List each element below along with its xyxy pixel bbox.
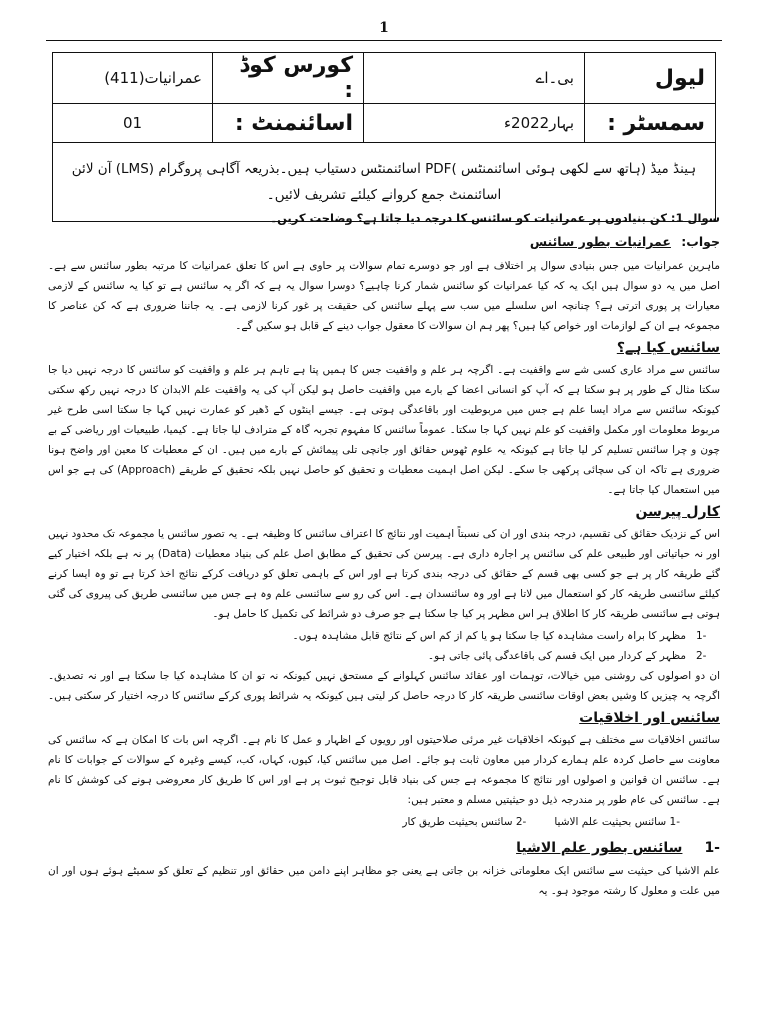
level-value: بی۔اے (364, 53, 585, 104)
question-1 (48, 208, 720, 228)
subheading-number: 1- (704, 840, 720, 856)
page-number: 1 (379, 20, 389, 36)
answer-heading (48, 232, 720, 252)
type-1-number: 1- (669, 816, 680, 828)
condition-1 (48, 626, 720, 646)
heading-karl-pearson: کارل پیرسن (635, 504, 720, 520)
paragraph-pearson: اس کے نزدیک حقائق کی تقسیم، درجہ بندی اور ان کی نسبتاً اہمیت اور نتائج کا اعتراف سائنس کا وظیفہ ہے۔ یہ تصور سائنس یا مجموعہ تک محدود نہیں اور نہ حیاتیاتی اور طبیعی علم کی سائنس پر اجارہ داری ہے۔ پیرسن کی تحقیق کے مطابق اصل علم کی بنیاد معطیات (Data) پر نہ ہے بلکہ اختیار کیے گئے طریقہ کار پر ہے جو کسی بھی قسم کے حقائق کی درجہ بندی کرتا ہے اور اس کے باہمی تعلق کو دریافت کرکے نتائج اخذ کرتا ہے تو وہ ایسا کرنے کیلئے سائنسی طریقہ کار کو استعمال میں لاتا ہے اور وہ سائنسدان ہے۔ اس کی رو سے سائنسی علم وہ ہے جس میں سائنسی طریق کی پیروی کی گئی ہوتی ہے سائنسی طریقہ کار کا اطلاق ہر اس مظہر پر کیا جا سکتا ہے جو صرف دو شرائط کی تکمیل کا حامل ہو۔ (48, 528, 720, 620)
type-2-number: 2- (515, 816, 527, 828)
assignment-value: 01 (53, 104, 213, 143)
assignment-label: اسائنمنٹ : (213, 104, 364, 143)
condition-2 (48, 646, 720, 666)
semester-value: بہار2022ء (364, 104, 585, 143)
header-table (52, 52, 716, 222)
semester-label: سمسٹر : (585, 104, 716, 143)
paragraph-intro: ماہرین عمرانیات میں جس بنیادی سوال پر اختلاف ہے اور جو دوسرے تمام سوالات پر حاوی ہے اس کا تعلق عمرانیات کا مرتبہ بطور سائنس سے ہے۔ اصل میں یہ دو سوال ہیں ایک یہ کہ کیا عمرانیات کو سائنس شمار کرنا چاہیے؟ دوسرا سوال یہ ہے کہ اگر یہ سائنس ہے تو کیا یہ سائنس کے لازمی معیارات پر پوری اترتی ہے؟ چنانچہ اس سلسلے میں سب سے پہلے سائنس کی حقیقت پر غور کرنا لازمی ہے۔ یہ جاننا ضروری ہے کہ کن عناصر کا مجموعہ ہے ان کے لوازمات اور خواص کیا ہیں؟ پھر ہم ان سوالات کا معقول جواب دینے کے قابل ہو سکیں گے۔ (48, 260, 720, 332)
document-body (48, 208, 720, 903)
course-code-label: کورس کوڈ : (213, 53, 364, 104)
top-rule (46, 40, 722, 41)
type-1 (554, 812, 680, 832)
submission-note: ہینڈ میڈ (ہاتھ سے لکھی ہوئی اسائنمنٹس )PDF اسائنمنٹس دستیاب ہیں۔بذریعہ آگاہی پروگرام (LMS) آن لائن اسائنمنٹ جمع کروانے کیلئے تشریف لائیں۔ (53, 143, 716, 222)
type-1-text: سائنس بحیثیت علم الاشیا (554, 816, 667, 828)
type-2-text: سائنس بحیثیت طریق کار (402, 816, 513, 828)
level-label: لیول (585, 53, 716, 104)
heading-what-is-science: سائنس کیا ہے؟ (616, 340, 720, 356)
science-types-list (48, 812, 720, 832)
condition-2-text: مظہر کے کردار میں ایک قسم کی باقاعدگی پائی جاتی ہو۔ (427, 650, 686, 662)
condition-2-number: 2- (696, 650, 707, 662)
course-code-value: عمرانیات(411) (53, 53, 213, 104)
question-text: کن بنیادوں پر عمرانیات کو سائنس کا درجہ دیا جاتا ہے؟ وضاحت کریں۔ (270, 211, 667, 225)
condition-1-text: مظہر کا براہ راست مشاہدہ کیا جا سکتا ہو یا کم از کم اس کے نتائج قابل مشاہدہ ہوں۔ (292, 630, 686, 642)
paragraph-knowledge: علم الاشیا کی حیثیت سے سائنس ایک معلوماتی خزانہ بن جاتی ہے یعنی جو مظاہر اپنے دامن میں حقائق اور تنظیم کے تعلق کو سمیٹے ہوئے ہوں اور ان میں علت و معلول کا رشتہ موجود ہو۔ یہ (48, 865, 720, 897)
condition-1-number: 1- (696, 630, 707, 642)
subheading-text: سائنس بطور علم الاشیا (516, 840, 683, 856)
heading-science-ethics: سائنس اور اخلاقیات (579, 710, 720, 726)
type-2 (402, 812, 526, 832)
paragraph-science: سائنس سے مراد عاری کسی شے سے واقفیت ہے۔ اگرچہ ہر علم و واقفیت جس کا ہمیں پتا ہے تاہم ہر علم و واقفیت کو سائنس کا درجہ نہیں دیا جا سکتا مثال کے طور پر ہو سکتا ہے کہ آپ کو انسانی اعضا کے بارے میں واقفیت حاصل ہو لیکن آپ کی یہ واقفیت علم الابدان کا درجہ نہیں رکھ سکتی کیونکہ سائنس سے مراد ایسا علم ہے جس میں مربوطیت اور باقاعدگی ہوتی ہے۔ جیسے اینٹوں کے ڈھیر کو عمارت نہیں کہا جا سکتا اسی طرح غیر مربوط معلومات اور مکمل واقفیت کو علم نہیں کہا جا سکتا۔ عموماً سائنس کا مفہوم تجربہ گاہ کے مترادف لیا جاتا ہے۔ کیمیا، طبیعیات اور ریاضی کے بے چون و چرا سائنس تسلیم کر لیا جاتا ہے کیونکہ یہ علوم ٹھوس حقائق اور جانچی تلی پیمائش کے بارے میں ہیں۔ ان کے معطیات کا معین اور واضح ہونا ضروری ہے تاکہ ان کی سچائی پرکھی جا سکے۔ لیکن اصل اہمیت معطیات و تحقیق کو حاصل نہیں بلکہ تحقیق کے طریقے (Approach) کی ہے جو اس میں استعمال کیا جاتا ہے۔ (48, 364, 720, 496)
paragraph-principles: ان دو اصولوں کی روشنی میں خیالات، توہمات اور عقائد سائنس کہلوانے کے مستحق نہیں کیونکہ نہ تو ان کا مشاہدہ کیا جا سکتا ہے اور نہ تصدیق۔ اگرچہ یہ چیزیں کا وشیں بعض اوقات سائنسی طریقہ کار کا درجہ حاصل کر لیتی ہیں کیونکہ یہ شرائط پوری کرکے سائنس کا درجہ اختیار کر سکتی ہیں۔ (48, 670, 720, 702)
question-label: سوال 1: (670, 211, 720, 225)
answer-topic: عمرانیات بطور سائنس (529, 234, 671, 249)
paragraph-ethics: سائنس اخلاقیات سے مختلف ہے کیونکہ اخلاقیات غیر مرئی صلاحیتوں اور رویوں کے اظہار و عمل کا نام ہے۔ اگرچہ اس بات کا امکان ہے کہ سائنس کی معاونت سے حاصل کردہ علم ہمارے کردار میں معاون ثابت ہو جائے۔ اصل میں سائنس کیا، کیوں، کہاں، کب، کیسے وغیرہ کے سوالات کے جوابات کا نام ہے۔ سائنس ان قوانین و اصولوں اور نتائج کا مجموعہ ہے جس کی بنیاد قابل توجیح ثبوت پر ہے اور اس کا طریق کار معروضی ہونے کی کوشش کا نام ہے۔ سائنس کی عام طور پر مندرجہ ذیل دو حیثیتیں مسلم و معتبر ہیں: (48, 734, 720, 806)
subheading-science-as-knowledge (48, 838, 720, 858)
answer-label: جواب: (681, 234, 720, 249)
